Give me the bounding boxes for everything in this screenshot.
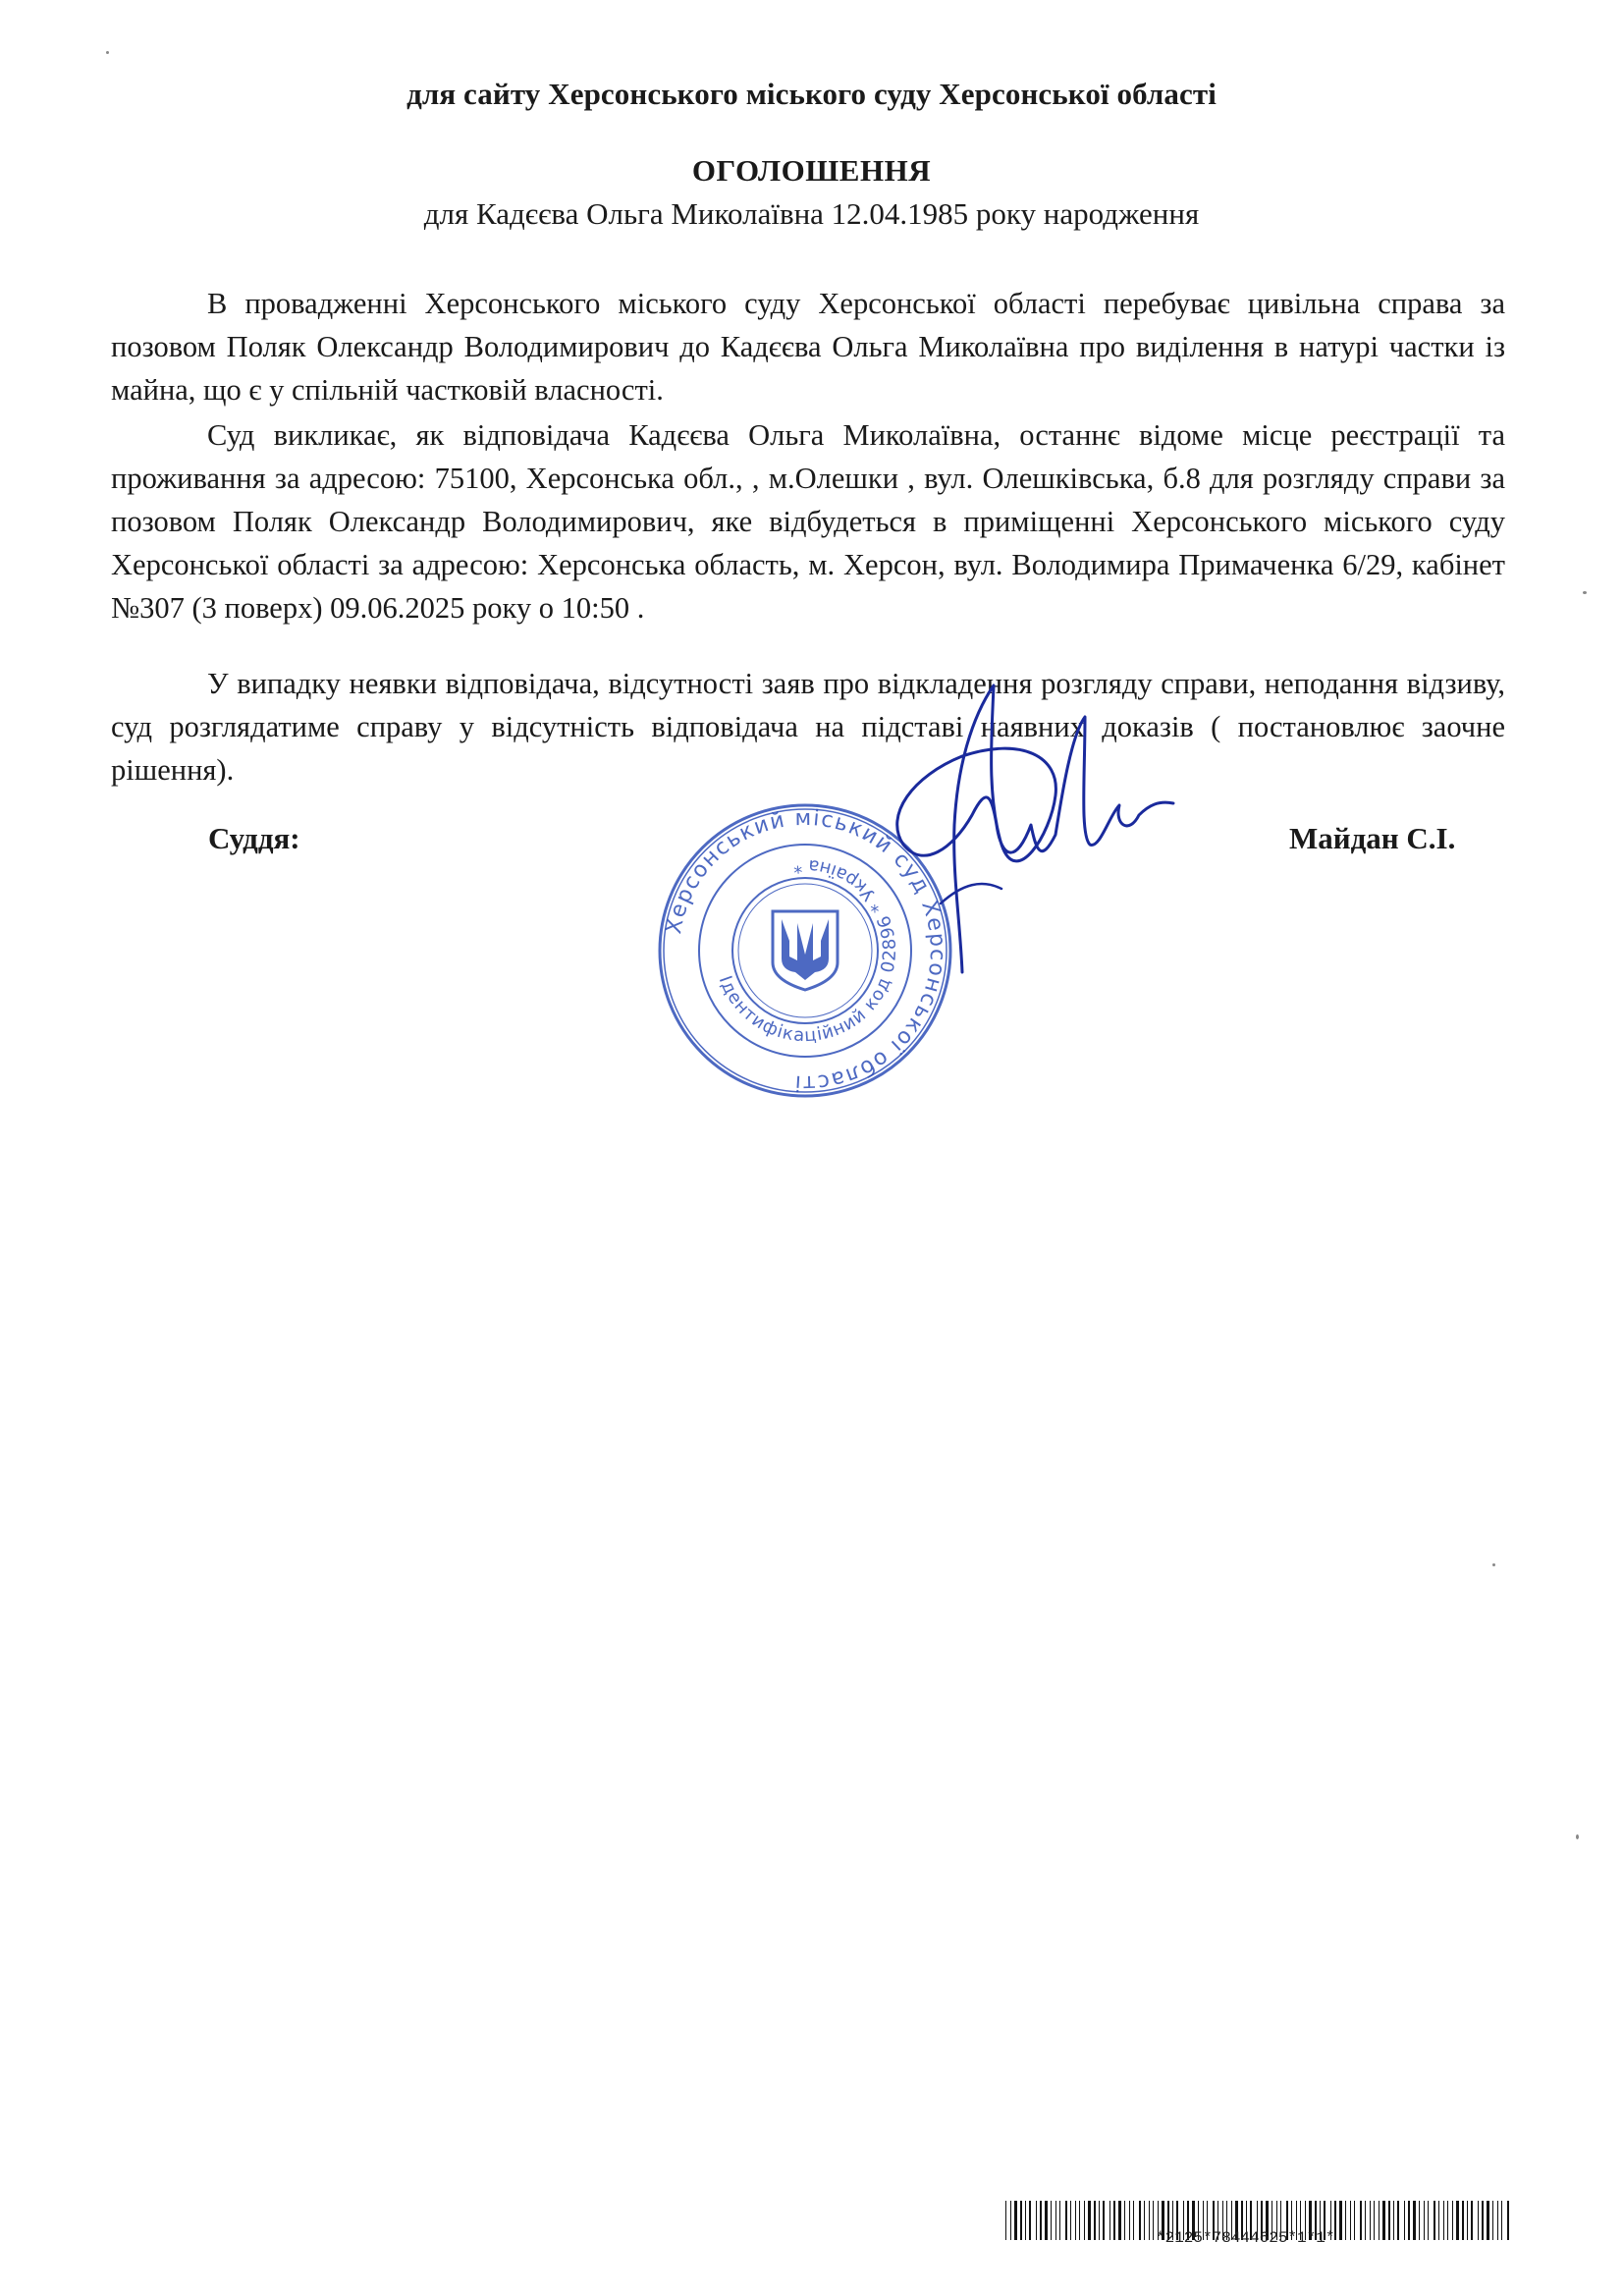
paragraph-2-text: Суд викликає, як відповідача Кадєєва Ольга Миколаївна, останнє відоме місце реєстрації та проживання за адресою: 75100, Херсонська обл., , м.Олешки , вул. Олешківська, б.8 для розгляду справи за позовом Поляк Олександр Володимирович, яке відбудеться в приміщенні Херсонського міського суду Херсонської області за адресою: Херсонська область, м. Херсон, вул. Володимира Примаченка 6/29, кабінет №307 (3 поверх) 09.06.2025 року о 10:50 . — [111, 418, 1505, 625]
scan-speck — [1576, 1834, 1579, 1839]
handwritten-signature — [844, 678, 1178, 982]
scan-speck — [1492, 1563, 1495, 1566]
paragraph-3 — [111, 662, 1505, 792]
document-title: ОГОЛОШЕННЯ — [691, 153, 932, 188]
svg-text:Ідентифікаційний код 02896 * У: Ідентифікаційний код 02896 * Україна * — [714, 854, 901, 1047]
judge-name: Майдан С.І. — [1289, 821, 1456, 855]
judge-label: Суддя: — [208, 821, 300, 855]
paragraph-1 — [111, 282, 1505, 411]
paragraph-3-text: У випадку неявки відповідача, відсутності заяв про відкладення розгляду справи, неподання відзиву, суд розглядатиме справу у відсутність відповідача на підставі наявних доказів ( постановлює заочне рішення). — [111, 667, 1505, 787]
paragraph-2 — [111, 413, 1505, 629]
paragraph-1-text: В провадженні Херсонського міського суду Херсонської області перебуває цивільна справа за позовом Поляк Олександр Володимирович до Кадєєва Ольга Миколаївна про виділення в натурі частки із майна, що є у спільній частковій власності. — [111, 287, 1505, 407]
document-subtitle: для Кадєєва Ольга Миколаївна 12.04.1985 року народження — [423, 196, 1200, 231]
svg-text:Херсонський міський суд Херсон: Херсонський міський суд Херсонської області — [662, 805, 950, 1096]
scan-speck — [1583, 591, 1587, 594]
document-header: для сайту Херсонського міського суду Херсонської області — [406, 77, 1217, 111]
scan-speck — [106, 51, 109, 54]
barcode-number: *2125*78444625*1*1* — [1156, 2229, 1335, 2247]
